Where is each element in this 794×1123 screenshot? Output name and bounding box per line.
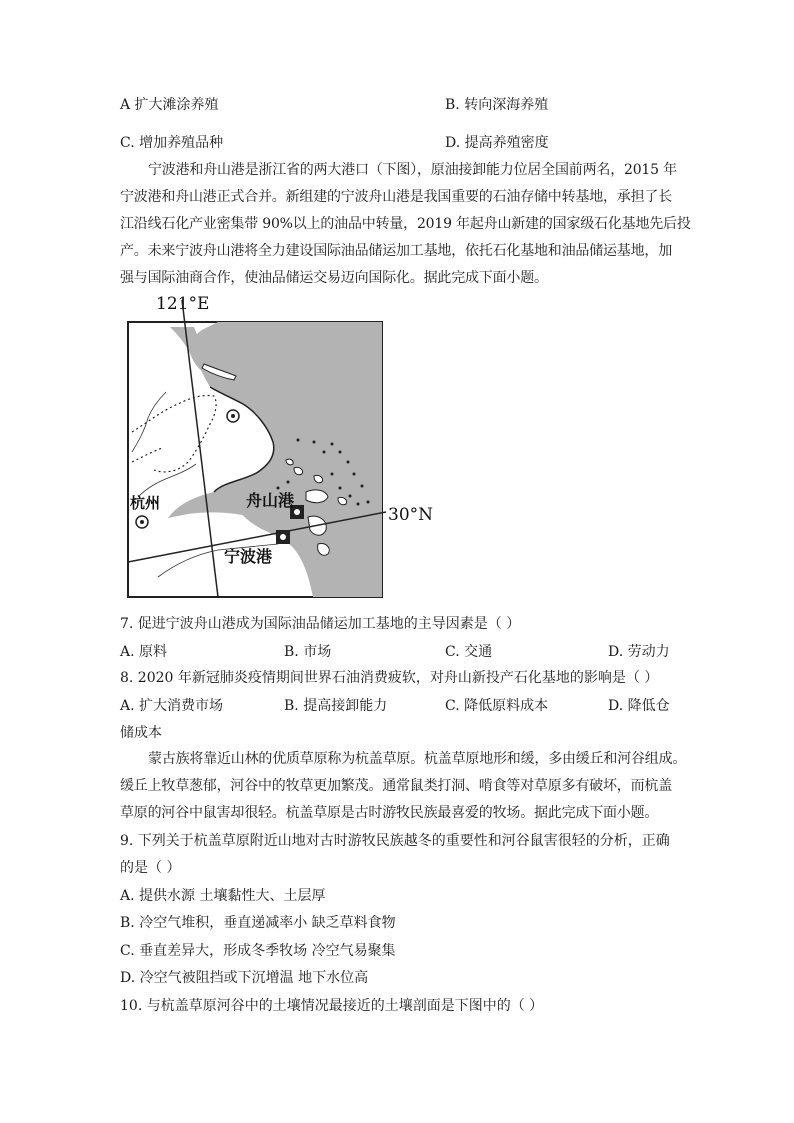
passage1-line-5: 强与国际油商合作，使油品储运交易迈向国际化。据此完成下面小题。 <box>120 270 548 286</box>
passage1-line-3: 江沿线石化产业密集带 90%以上的油品中转量，2019 年起舟山新建的国家级石化基地先后投 <box>120 216 691 232</box>
q7-option-d: D. 劳动力 <box>608 644 670 660</box>
q7-option-a: A. 原料 <box>120 644 168 660</box>
q9-stem-line-1: 9. 下列关于杭盖草原附近山地对古时游牧民族越冬的重要性和河谷鼠害很轻的分析，正确 <box>120 833 670 849</box>
q8-option-a: A. 扩大消费市场 <box>120 698 224 714</box>
passage2-line-3: 草原的河谷中鼠害却很轻。杭盖草原是古时游牧民族最喜爱的牧场。据此完成下面小题。 <box>120 805 659 821</box>
q9-option-c: C. 垂直差异大，形成冬季牧场 冷空气易聚集 <box>120 943 396 959</box>
hangzhou-label: 杭州 <box>130 494 161 512</box>
q7-option-c: C. 交通 <box>445 644 493 660</box>
q8-option-b: B. 提高接卸能力 <box>284 698 388 714</box>
q9-option-b: B. 冷空气堆积，垂直递减率小 缺乏草料食物 <box>120 915 396 931</box>
passage1-line-4: 产。未来宁波舟山港将全力建设国际油品储运加工基地，依托石化基地和油品储运基地，加 <box>120 243 672 259</box>
latitude-label: 30°N <box>388 505 434 525</box>
passage2-line-1: 蒙古族将靠近山林的优质草原称为杭盖草原。杭盖草原地形和缓，多由缓丘和河谷组成。 <box>148 751 687 767</box>
ningbo-port-label: 宁波港 <box>224 547 273 566</box>
q9-option-a: A. 提供水源 土壤黏性大、土层厚 <box>120 888 326 904</box>
q9-stem-line-2: 的是（ ） <box>120 860 181 876</box>
port-map <box>118 292 438 604</box>
q6-option-d: D. 提高养殖密度 <box>445 135 549 151</box>
q6-option-a: A 扩大滩涂养殖 <box>120 97 219 113</box>
passage2-line-2: 缓丘上牧草葱郁，河谷中的牧草更加繁茂。通常鼠类打洞、啃食等对草原多有破坏，而杭盖 <box>120 778 672 794</box>
q8-stem: 8. 2020 年新冠肺炎疫情期间世界石油消费疲软，对舟山新投产石化基地的影响是（ ） <box>120 670 659 686</box>
passage1-line-1: 宁波港和舟山港是浙江省的两大港口（下图），原油接卸能力位居全国前两名，2015 年 <box>148 162 677 178</box>
q8-option-d: D. 降低仓 <box>608 698 670 714</box>
q6-option-c: C. 增加养殖品种 <box>120 135 224 151</box>
q10-stem: 10. 与杭盖草原河谷中的土壤情况最接近的土壤剖面是下图中的（ ） <box>120 998 544 1014</box>
zhoushan-port-label: 舟山港 <box>246 491 295 510</box>
longitude-label: 121°E <box>156 294 210 314</box>
map-graphic <box>118 292 438 604</box>
passage1-line-2: 宁波港和舟山港正式合并。新组建的宁波舟山港是我国重要的石油存储中转基地，承担了长 <box>120 189 672 205</box>
q8-option-d-continued: 储成本 <box>120 725 162 741</box>
q7-option-b: B. 市场 <box>284 644 332 660</box>
q9-option-d: D. 冷空气被阻挡或下沉增温 地下水位高 <box>120 970 369 986</box>
q8-option-c: C. 降低原料成本 <box>445 698 549 714</box>
q7-stem: 7. 促进宁波舟山港成为国际油品储运加工基地的主导因素是（ ） <box>120 616 521 632</box>
q6-option-b: B. 转向深海养殖 <box>445 97 549 113</box>
